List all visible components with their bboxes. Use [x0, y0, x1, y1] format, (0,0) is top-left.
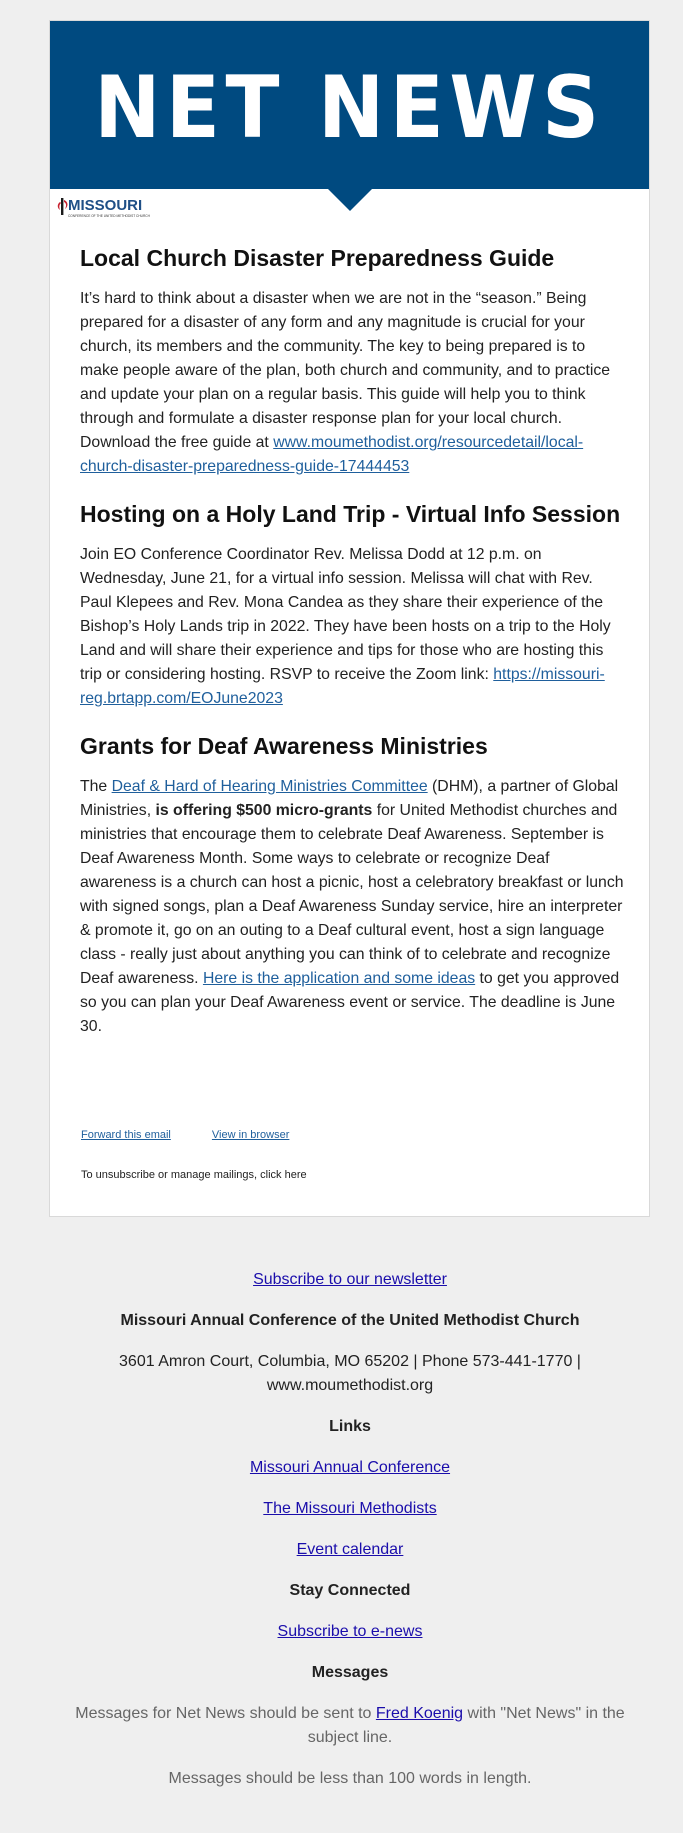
logo-text: MISSOURI — [68, 197, 143, 214]
fred-koenig-link[interactable]: Fred Koenig — [375, 1705, 464, 1722]
header-banner — [50, 21, 649, 189]
articles — [80, 243, 625, 1059]
event-calendar-link[interactable]: Event calendar — [296, 1541, 404, 1558]
article-title-holy-land: Hosting on a Holy Land Trip - Virtual Info Session — [80, 501, 621, 527]
messages-heading: Messages — [311, 1664, 389, 1681]
logo-subtext: CONFERENCE OF THE UNITED METHODIST CHURCH — [68, 214, 150, 218]
banner-notch — [328, 189, 372, 211]
links-heading: Links — [329, 1418, 371, 1435]
messages-length-note: Messages should be less than 100 words in length. — [168, 1770, 532, 1787]
page-footer — [60, 1268, 640, 1808]
missouri-logo — [55, 194, 155, 224]
messages-instructions: Messages for Net News should be sent to Fred Koenig with "Net News" in the subject line. — [75, 1705, 625, 1746]
article-title-disaster: Local Church Disaster Preparedness Guide — [80, 245, 555, 271]
subscribe-enews-link[interactable]: Subscribe to e-news — [277, 1623, 423, 1640]
missouri-methodists-link[interactable]: The Missouri Methodists — [263, 1500, 437, 1517]
banner-title: NET NEWS — [94, 58, 605, 158]
rsvp-link[interactable]: https://missouri-reg.brtapp.com/EOJune2023 — [80, 666, 605, 707]
stay-connected-heading: Stay Connected — [289, 1582, 411, 1599]
article-body-holy-land: Join EO Conference Coordinator Rev. Melissa Dodd at 12 p.m. on Wednesday, June 21, for a virtual info session. Melissa will chat with Rev. Paul Klepees and Rev. Mona Candea as they share their experience of the Bishop’s Holy Lands trip in 2022. They have been hosts on a trip to the Holy Land and will share their experience and tips for those who are hosting this trip or considering hosting. RSVP to receive the Zoom link: https://missouri-reg.brtapp.com/EOJune2023 — [80, 546, 611, 707]
disaster-guide-link[interactable]: www.moumethodist.org/resourcedetail/local-church-disaster-preparedness-guide-17444453 — [80, 434, 584, 475]
application-link[interactable]: Here is the application and some ideas — [202, 970, 476, 987]
subscribe-newsletter-link[interactable]: Subscribe to our newsletter — [253, 1271, 447, 1288]
grant-amount: is offering $500 micro-grants — [155, 802, 373, 819]
article-body-disaster: It’s hard to think about a disaster when we are not in the “season.” Being prepared for a disaster of any form and any magnitude is crucial for your church, its members and the community. The key to being prepared is to make people aware of the plan, both church and community, and to practice and update your plan on a regular basis. This guide will help you to think through and formulate a disaster response plan for your local church. Download the free guide at www.moumethodist.org/resourcedetail/local-church-disaster-preparedness-guide-17444453 — [80, 290, 611, 475]
article-title-deaf-grants: Grants for Deaf Awareness Ministries — [80, 733, 488, 759]
unsubscribe-text[interactable]: To unsubscribe or manage mailings, click here — [81, 1169, 307, 1181]
dhm-committee-link[interactable]: Deaf & Hard of Hearing Ministries Committee — [111, 778, 428, 795]
organization-name: Missouri Annual Conference of the United Methodist Church — [120, 1312, 580, 1329]
forward-email-link[interactable]: Forward this email — [81, 1129, 171, 1141]
email-footer-links — [81, 1129, 327, 1141]
organization-address: 3601 Amron Court, Columbia, MO 65202 | Phone 573-441-1770 | www.moumethodist.org — [119, 1353, 581, 1394]
newsletter-card — [49, 20, 650, 1217]
cross-flame-icon — [58, 198, 68, 215]
view-in-browser-link[interactable]: View in browser — [211, 1129, 290, 1141]
missouri-annual-conference-link[interactable]: Missouri Annual Conference — [249, 1459, 451, 1476]
article-body-deaf-grants: The Deaf & Hard of Hearing Ministries Committee (DHM), a partner of Global Ministries, is offering $500 micro-grants for United Methodist churches and ministries that encourage them to celebrate Deaf Awareness. September is Deaf Awareness Month. Some ways to celebrate or recognize Deaf awareness is a church can host a picnic, host a celebratory breakfast or lunch with signed songs, plan a Deaf Awareness Sunday service, hire an interpreter & promote it, go on an outing to a Deaf cultural event, host a sign language class - really just about anything you can think of to celebrate and recognize Deaf awareness. Here is the application and some ideas to get you approved so you can plan your Deaf Awareness event or service. The deadline is June 30. — [80, 778, 624, 1035]
